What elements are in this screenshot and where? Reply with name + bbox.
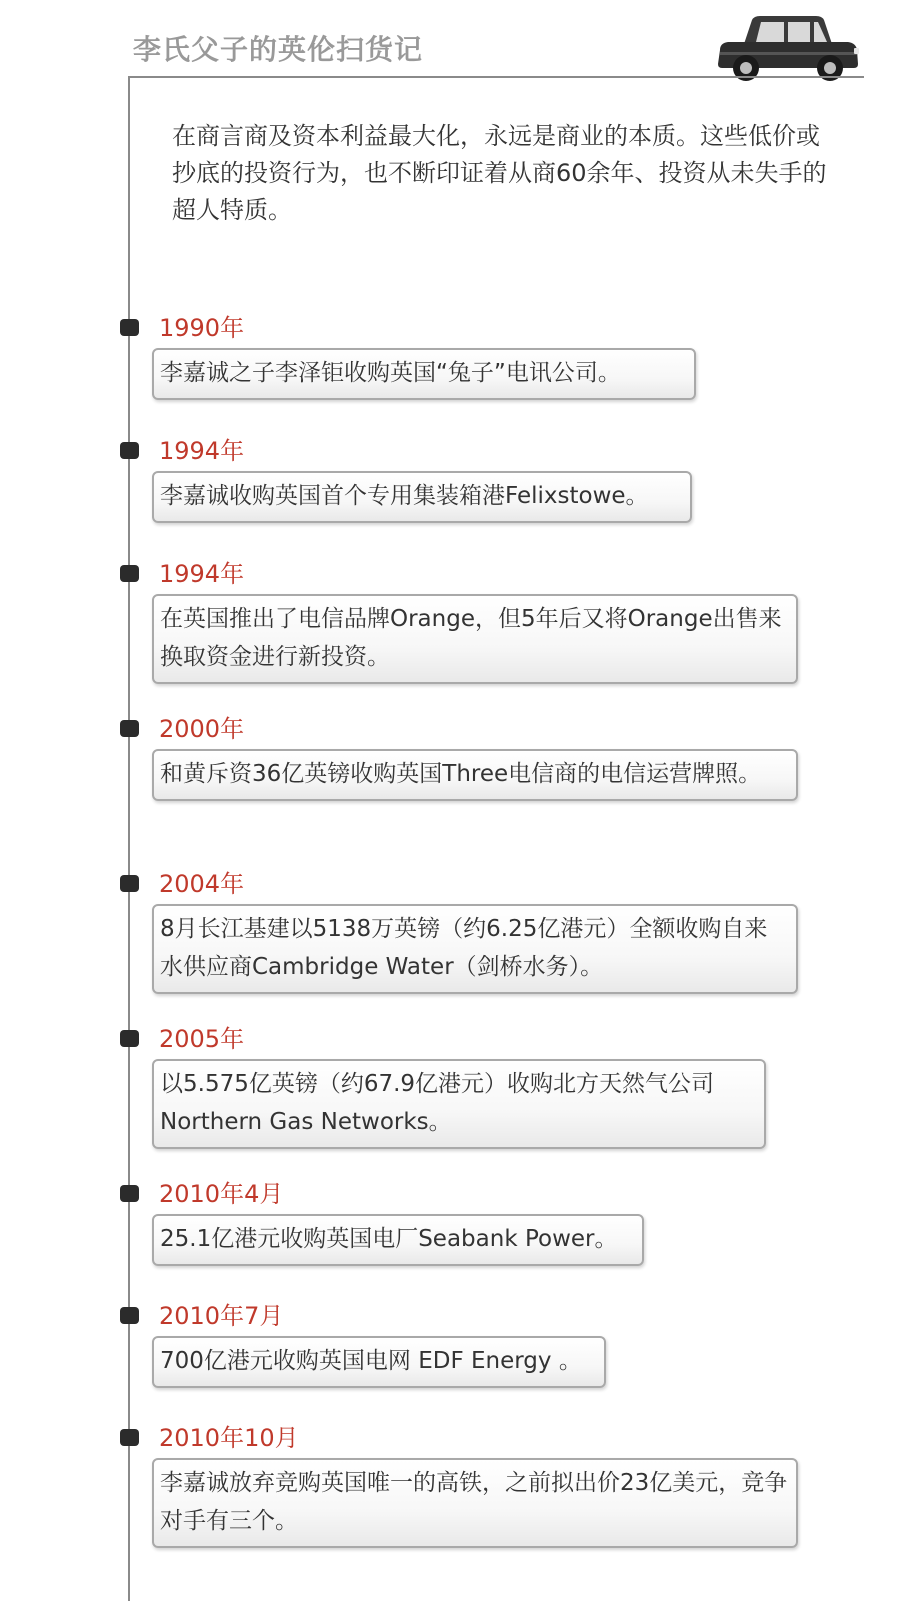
event-description: 李嘉诚之子李泽钜收购英国“兔子”电讯公司。 [152,348,696,400]
event-year: 2004年 [159,870,245,898]
timeline-bullet-icon [120,1307,139,1324]
event-year: 1994年 [159,560,245,588]
event-year: 2005年 [159,1025,245,1053]
timeline-bullet-icon [120,1429,139,1446]
timeline-bullet-icon [120,319,139,336]
header-rule [128,76,864,78]
timeline-bullet-icon [120,565,139,582]
timeline-bullet-icon [120,442,139,459]
timeline-bullet-icon [120,875,139,892]
event-description: 李嘉诚放弃竞购英国唯一的高铁，之前拟出价23亿美元，竞争对手有三个。 [152,1458,798,1548]
event-description: 以5.575亿英镑（约67.9亿港元）收购北方天然气公司Northern Gas Networks。 [152,1059,766,1149]
event-description: 8月长江基建以5138万英镑（约6.25亿港元）全额收购自来水供应商Cambridge Water（剑桥水务）。 [152,904,798,994]
page-title: 李氏父子的英伦扫货记 [133,33,424,66]
timeline-bullet-icon [120,720,139,737]
event-description: 和黄斥资36亿英镑收购英国Three电信商的电信运营牌照。 [152,749,798,801]
timeline-bullet-icon [120,1185,139,1202]
timeline-line [128,76,130,1601]
event-year: 2010年4月 [159,1180,284,1208]
event-description: 在英国推出了电信品牌Orange，但5年后又将Orange出售来换取资金进行新投资。 [152,594,798,684]
event-year: 2010年7月 [159,1302,284,1330]
event-year: 2000年 [159,715,245,743]
event-year: 1990年 [159,314,245,342]
event-year: 2010年10月 [159,1424,299,1452]
taxi-icon [714,10,862,84]
timeline-bullet-icon [120,1030,139,1047]
event-description: 700亿港元收购英国电网 EDF Energy 。 [152,1336,606,1388]
event-description: 25.1亿港元收购英国电厂Seabank Power。 [152,1214,644,1266]
event-year: 1994年 [159,437,245,465]
intro-paragraph: 在商言商及资本利益最大化，永远是商业的本质。这些低价或抄底的投资行为，也不断印证着从商60余年、投资从未失手的超人特质。 [172,122,827,224]
event-description: 李嘉诚收购英国首个专用集装箱港Felixstowe。 [152,471,692,523]
